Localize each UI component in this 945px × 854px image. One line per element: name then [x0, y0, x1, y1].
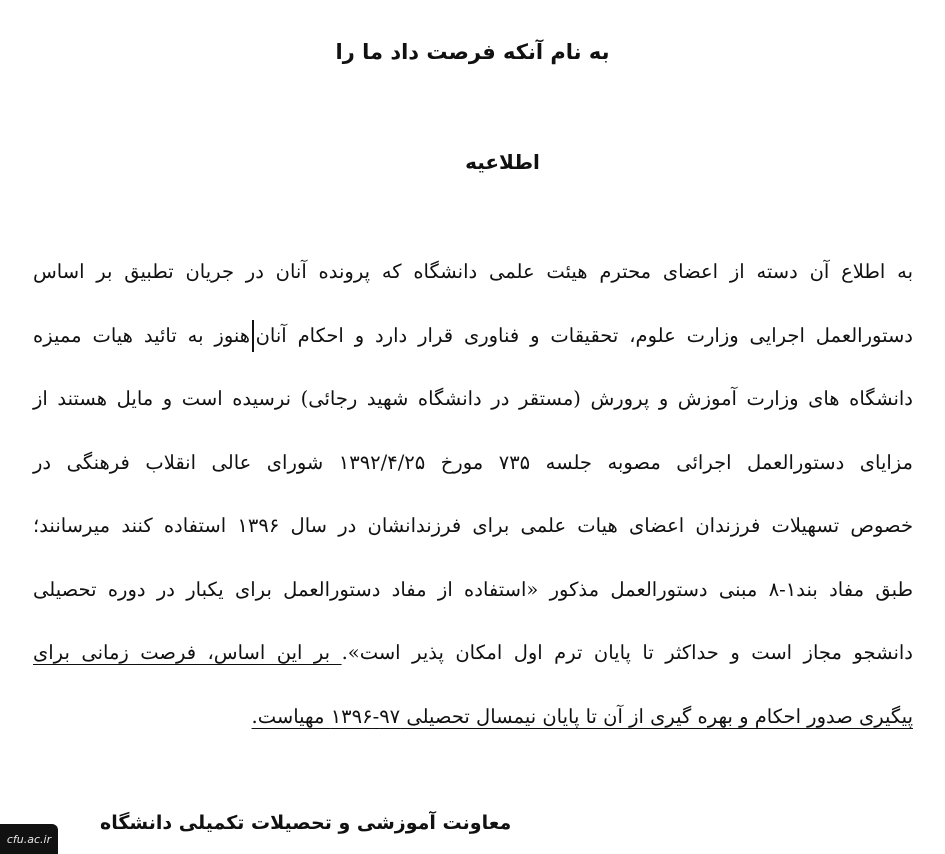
notice-title: اطلاعیه	[465, 150, 540, 174]
body-line-6: طبق مفاد بند۱-۸ مبنی دستورالعمل مذکور «استفاده از مفاد دستورالعمل برای یکبار در دوره تحصیلی	[33, 577, 914, 601]
basmala-heading: به نام آنکه فرصت داد ما را	[335, 40, 610, 64]
body-line-7	[33, 633, 913, 697]
body-line-7-part-a: دانشجو مجاز است و حداکثر تا پایان ترم اول امکان پذیر است».	[341, 641, 913, 664]
body-line-3: دانشگاه های وزارت آموزش و پرورش (مستقر در دانشگاه شهید رجائی) نرسیده است و مایل هستند از	[33, 387, 913, 410]
body-line-4: مزایای دستورالعمل اجرائی مصوبه جلسه ۷۳۵ مورخ ۱۳۹۲/۴/۲۵ شورای عالی انقلاب فرهنگی در	[33, 450, 913, 474]
body-line-1: به اطلاع آن دسته از اعضای محترم هیئت علمی دانشگاه که پرونده آنان در جریان تطبیق بر اساس	[33, 260, 913, 283]
signature: معاونت آموزشی و تحصیلات تکمیلی دانشگاه	[100, 812, 512, 834]
body-line-8	[33, 697, 913, 761]
body-line-2-part-b: هنوز به تائید هیات ممیزه	[33, 323, 251, 347]
body-line-7-underlined: بر این اساس، فرصت زمانی برای	[33, 641, 342, 664]
body-line-8-underlined: پیگیری صدور احکام و بهره گیری از آن تا پایان نیمسال تحصیلی ۹۷-۱۳۹۶ مهیاست.	[251, 704, 913, 728]
text-cursor	[252, 320, 254, 352]
body-line-2-part-a: دستورالعمل اجرایی وزارت علوم، تحقیقات و فناوری قرار دارد و احکام آنان	[255, 323, 913, 347]
body-line-2	[33, 316, 913, 380]
notice-body	[33, 252, 913, 760]
watermark-logo: cfu.ac.ir	[0, 824, 58, 854]
body-line-5: خصوص تسهیلات فرزندان اعضای هیات علمی برای فرزندانشان در سال ۱۳۹۶ استفاده کنند میرسانند؛	[33, 514, 913, 537]
